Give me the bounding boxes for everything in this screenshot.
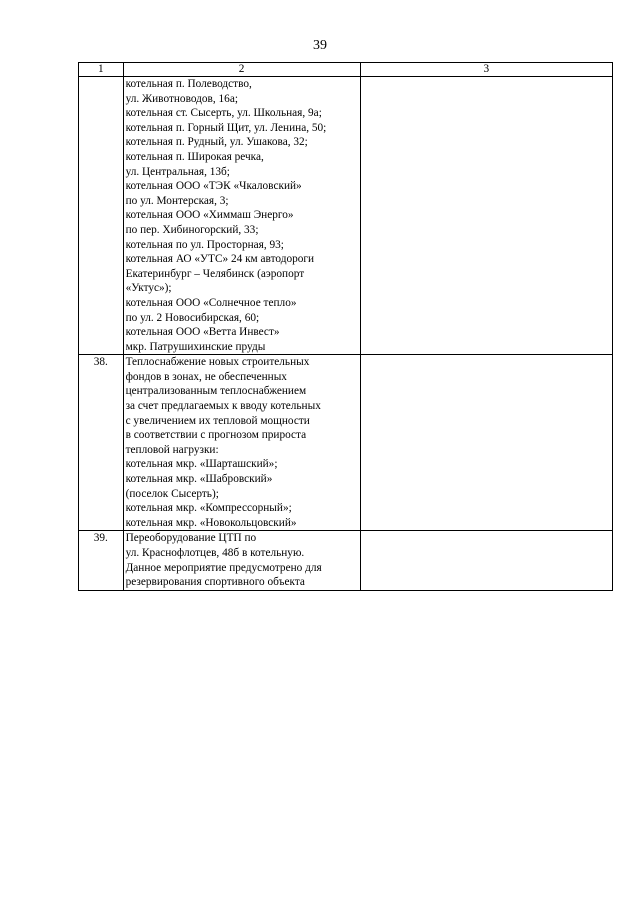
description-line: по ул. 2 Новосибирская, 60; <box>125 311 260 324</box>
description-line: котельная ст. Сысерть, ул. Школьная, 9а; <box>125 107 322 120</box>
column-3-cell <box>360 77 612 355</box>
description-line: котельная ООО «Химмаш Энерго» <box>125 209 294 222</box>
description-line: Теплоснабжение новых строительных <box>125 356 310 369</box>
description-line: котельная ООО «ТЭК «Чкаловский» <box>125 180 302 193</box>
description-line: за счет предлагаемых к вводу котельных <box>125 400 321 413</box>
description-line: централизованным теплоснабжением <box>125 385 307 398</box>
description-line: котельная п. Широкая речка, <box>125 150 264 163</box>
description-line: ул. Животноводов, 16а; <box>125 92 238 105</box>
row-number-cell: 38. <box>79 355 124 531</box>
column-3-cell <box>360 355 612 531</box>
description-line: котельная мкр. «Новокольцовский» <box>125 516 297 529</box>
measure-description-cell <box>123 77 360 355</box>
description-line: мкр. Патрушихинские пруды <box>125 340 266 353</box>
row-number-cell: 39. <box>79 531 124 590</box>
description-line: Данное мероприятие предусмотрено для <box>125 561 322 574</box>
measure-description-cell <box>123 355 360 531</box>
description-line: котельная АО «УТС» 24 км автодороги <box>125 253 315 266</box>
description-line: по пер. Хибиногорский, 33; <box>125 223 259 236</box>
column-header-2: 2 <box>123 63 360 77</box>
description-line: (поселок Сысерть); <box>125 487 219 500</box>
measure-description-cell <box>123 531 360 590</box>
description-line: ул. Центральная, 13б; <box>125 165 230 178</box>
column-header-1: 1 <box>79 63 124 77</box>
description-line: ул. Краснофлотцев, 48б в котельную. <box>125 547 305 559</box>
description-line: котельная ООО «Солнечное тепло» <box>125 296 297 309</box>
table-row <box>79 77 613 355</box>
description-line: котельная п. Рудный, ул. Ушакова, 32; <box>125 136 308 149</box>
description-line: котельная п. Полеводство, <box>125 78 252 90</box>
column-header-3: 3 <box>360 63 612 77</box>
description-line: котельная п. Горный Щит, ул. Ленина, 50; <box>125 121 327 134</box>
table-row <box>79 531 613 590</box>
column-3-cell <box>360 531 612 590</box>
description-line: котельная мкр. «Шабровский» <box>125 473 273 486</box>
description-line: с увеличением их тепловой мощности <box>125 414 310 427</box>
description-line: котельная мкр. «Компрессорный»; <box>125 502 292 515</box>
measures-table <box>78 62 613 591</box>
description-line: в соответствии с прогнозом прироста <box>125 429 307 442</box>
description-line: фондов в зонах, не обеспеченных <box>125 370 287 383</box>
page-number: 39 <box>313 38 327 53</box>
description-line: резервирования спортивного объекта <box>125 576 305 589</box>
description-line: котельная ООО «Ветта Инвест» <box>125 326 280 339</box>
description-line: по ул. Монтерская, 3; <box>125 194 229 207</box>
description-line: тепловой нагрузки: <box>125 443 219 456</box>
description-line: котельная по ул. Просторная, 93; <box>125 238 284 251</box>
table-row <box>79 355 613 531</box>
description-line: Екатеринбург – Челябинск (аэропорт <box>125 267 305 280</box>
description-line: Переоборудование ЦТП по <box>125 532 257 545</box>
table-header-row <box>79 63 613 77</box>
row-number-cell <box>79 77 124 355</box>
description-line: «Уктус»); <box>125 282 172 295</box>
description-line: котельная мкр. «Шарташский»; <box>125 458 278 471</box>
